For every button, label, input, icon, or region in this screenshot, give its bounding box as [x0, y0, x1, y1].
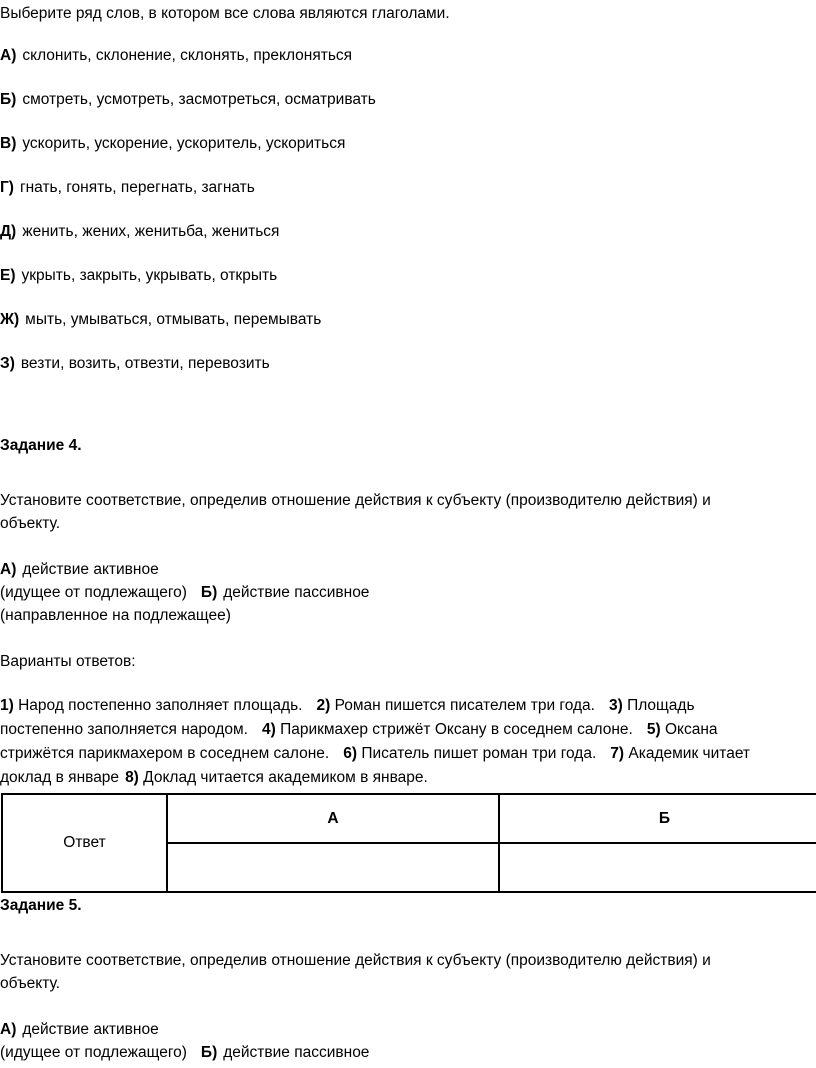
option-text: смотреть, усмотреть, засмотреться, осматривать	[22, 91, 376, 108]
q3-option-d	[0, 222, 279, 242]
task4-option-a	[0, 560, 159, 580]
task4-title: Задание 4.	[0, 437, 82, 454]
option-text: везти, возить, отвезти, перевозить	[20, 355, 270, 372]
q3-option-b	[0, 90, 376, 110]
option-text: ускорить, ускорение, ускоритель, ускориться	[22, 135, 346, 152]
option-letter: Ж)	[0, 311, 20, 328]
answer-number: 4)	[261, 721, 276, 738]
answer-number: 5)	[646, 721, 661, 738]
answer-text: стрижётся парикмахером в соседнем салоне.	[0, 745, 330, 762]
answer-table	[1, 793, 816, 893]
answer-text: Академик читает	[628, 745, 751, 762]
task4-option-b-note: (направленное на подлежащее)	[0, 607, 231, 624]
q3-option-e	[0, 266, 277, 286]
option-letter: А)	[0, 47, 17, 64]
option-text: гнать, гонять, перегнать, загнать	[19, 179, 255, 196]
option-text: действие пассивное	[223, 1044, 370, 1061]
option-note: (идущее от подлежащего)	[0, 1044, 187, 1061]
q3-prompt: Выберите ряд слов, в котором все слова являются глаголами.	[0, 5, 450, 22]
task5-instruction-line1: Установите соответствие, определив отношение действия к субъекту (производителю действия) и	[0, 952, 711, 969]
q3-option-v	[0, 134, 345, 154]
option-text: действие активное	[22, 1021, 159, 1038]
option-letter: Б)	[200, 1044, 218, 1061]
task4-answers-line3	[0, 744, 750, 764]
answer-text: Доклад читается академиком в январе.	[143, 769, 428, 786]
task5-instruction-line2: объекту.	[0, 975, 61, 992]
task4-instruction-line2: объекту.	[0, 515, 61, 532]
option-letter: А)	[0, 1021, 17, 1038]
option-text: действие пассивное	[223, 584, 370, 601]
answer-number: 2)	[316, 697, 331, 714]
option-text: мыть, умываться, отмывать, перемывать	[25, 311, 322, 328]
option-letter: Е)	[0, 267, 16, 284]
option-text: женить, жених, женитьба, жениться	[22, 223, 280, 240]
answer-row-label: Ответ	[2, 794, 167, 892]
answer-text: доклад в январе	[0, 769, 120, 786]
answer-text: Оксана	[664, 721, 718, 738]
answer-number: 6)	[343, 745, 358, 762]
q3-option-zh	[0, 310, 321, 330]
option-letter: Б)	[200, 584, 218, 601]
option-text: действие активное	[22, 561, 159, 578]
task5-title: Задание 5.	[0, 897, 82, 914]
answer-text: Площадь	[627, 697, 695, 714]
option-text: склонить, склонение, склонять, преклоняться	[22, 47, 353, 64]
option-letter: Д)	[0, 223, 17, 240]
answer-text: Писатель пишет роман три года.	[361, 745, 597, 762]
option-text: укрыть, закрыть, укрывать, открыть	[21, 267, 278, 284]
task4-option-a-note-and-b	[0, 583, 369, 603]
task5-option-a	[0, 1020, 159, 1040]
answer-text: Парикмахер стрижёт Оксану в соседнем салоне.	[280, 721, 633, 738]
answer-text: Роман пишется писателем три года.	[334, 697, 595, 714]
task4-answers-line4	[0, 768, 428, 788]
answer-text: постепенно заполняется народом.	[0, 721, 248, 738]
task4-variants-label: Варианты ответов:	[0, 653, 136, 670]
option-letter: А)	[0, 561, 17, 578]
task4-answers-line1	[0, 696, 695, 716]
answer-number: 8)	[125, 769, 139, 786]
option-letter: В)	[0, 135, 17, 152]
answer-number: 7)	[610, 745, 625, 762]
answer-number: 1)	[0, 697, 14, 714]
answer-cell-a[interactable]	[167, 843, 499, 892]
answer-cell-b[interactable]	[499, 843, 816, 892]
option-letter: З)	[0, 355, 15, 372]
task5-option-a-note-and-b	[0, 1043, 369, 1063]
answer-col-b-header: Б	[499, 794, 816, 843]
answer-col-a-header: А	[167, 794, 499, 843]
task4-answers-line2	[0, 720, 718, 740]
q3-option-z	[0, 354, 270, 374]
answer-text: Народ постепенно заполняет площадь.	[18, 697, 303, 714]
option-letter: Б)	[0, 91, 17, 108]
option-letter: Г)	[0, 179, 14, 196]
q3-option-a	[0, 46, 352, 66]
q3-option-g	[0, 178, 255, 198]
option-note: (идущее от подлежащего)	[0, 584, 187, 601]
task4-instruction-line1: Установите соответствие, определив отношение действия к субъекту (производителю действия) и	[0, 492, 711, 509]
answer-number: 3)	[608, 697, 623, 714]
